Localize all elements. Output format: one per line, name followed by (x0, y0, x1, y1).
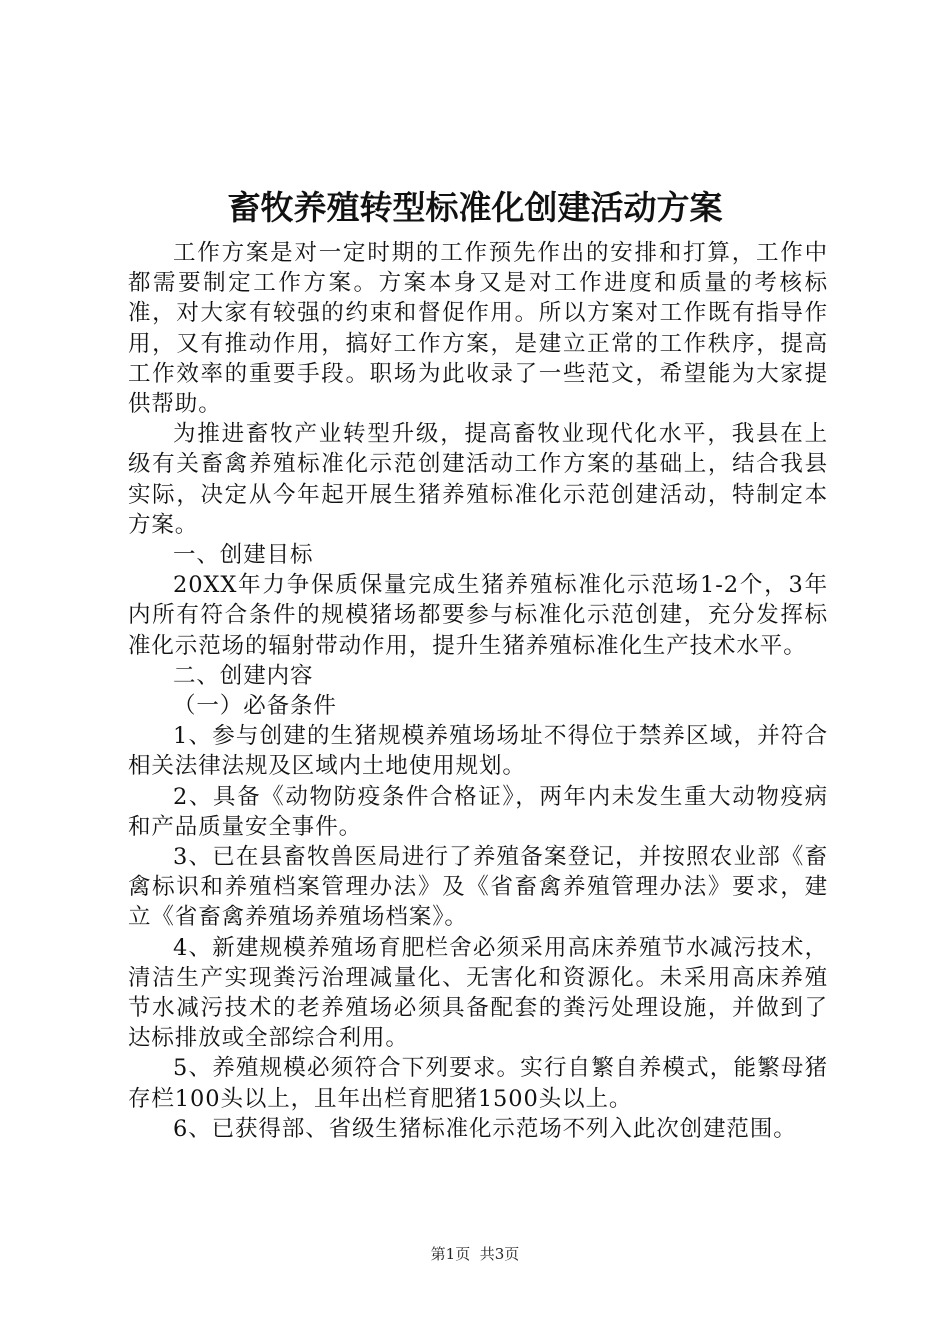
requirement-item-1: 1、参与创建的生猪规模养殖场场址不得位于禁养区域，并符合相关法律法规及区域内土地使用规划。 (128, 723, 828, 780)
document-body (128, 238, 828, 1144)
section-heading-goals: 一、创建目标 (173, 542, 314, 569)
page-number: 第1页 (430, 1245, 471, 1263)
requirement-item-3: 3、已在县畜牧兽医局进行了养殖备案登记，并按照农业部《畜禽标识和养殖档案管理办法》及《省畜禽养殖管理办法》要求，建立《省畜禽养殖场养殖场档案》。 (128, 844, 828, 931)
requirement-item-6: 6、已获得部、省级生猪标准化示范场不列入此次创建范围。 (173, 1115, 797, 1142)
subsection-heading-requirements: （一）必备条件 (173, 693, 337, 720)
purpose-paragraph: 为推进畜牧产业转型升级，提高畜牧业现代化水平，我县在上级有关畜禽养殖标准化示范创建活动工作方案的基础上，结合我县实际，决定从今年起开展生猪养殖标准化示范创建活动，特制定本方案。 (128, 421, 828, 538)
section-heading-content: 二、创建内容 (173, 662, 314, 689)
page-total: 共3页 (479, 1245, 520, 1263)
intro-paragraph: 工作方案是对一定时期的工作预先作出的安排和打算，工作中都需要制定工作方案。方案本身又是对工作进度和质量的考核标准，对大家有较强的约束和督促作用。所以方案对工作既有指导作用，又有推动作用，搞好工作方案，是建立正常的工作秩序，提高工作效率的重要手段。职场为此收录了一些范文，希望能为大家提供帮助。 (128, 240, 828, 418)
document-title: 畜牧养殖转型标准化创建活动方案 (227, 188, 723, 227)
requirement-item-5: 5、养殖规模必须符合下列要求。实行自繁自养模式，能繁母猪存栏100头以上，且年出栏育肥猪1500头以上。 (128, 1055, 828, 1112)
requirement-item-4: 4、新建规模养殖场育肥栏舍必须采用高床养殖节水减污技术，清洁生产实现粪污治理减量化、无害化和资源化。未采用高床养殖节水减污技术的老养殖场必须具备配套的粪污处理设施，并做到了达标排放或全部综合利用。 (128, 934, 828, 1052)
requirement-item-2: 2、具备《动物防疫条件合格证》，两年内未发生重大动物疫病和产品质量安全事件。 (128, 783, 828, 840)
page-footer (0, 1244, 950, 1264)
goals-paragraph: 20XX年力争保质保量完成生猪养殖标准化示范场1-2个，3年内所有符合条件的规模猪场都要参与标准化示范创建，充分发挥标准化示范场的辐射带动作用，提升生猪养殖标准化生产技术水平。 (128, 572, 828, 659)
